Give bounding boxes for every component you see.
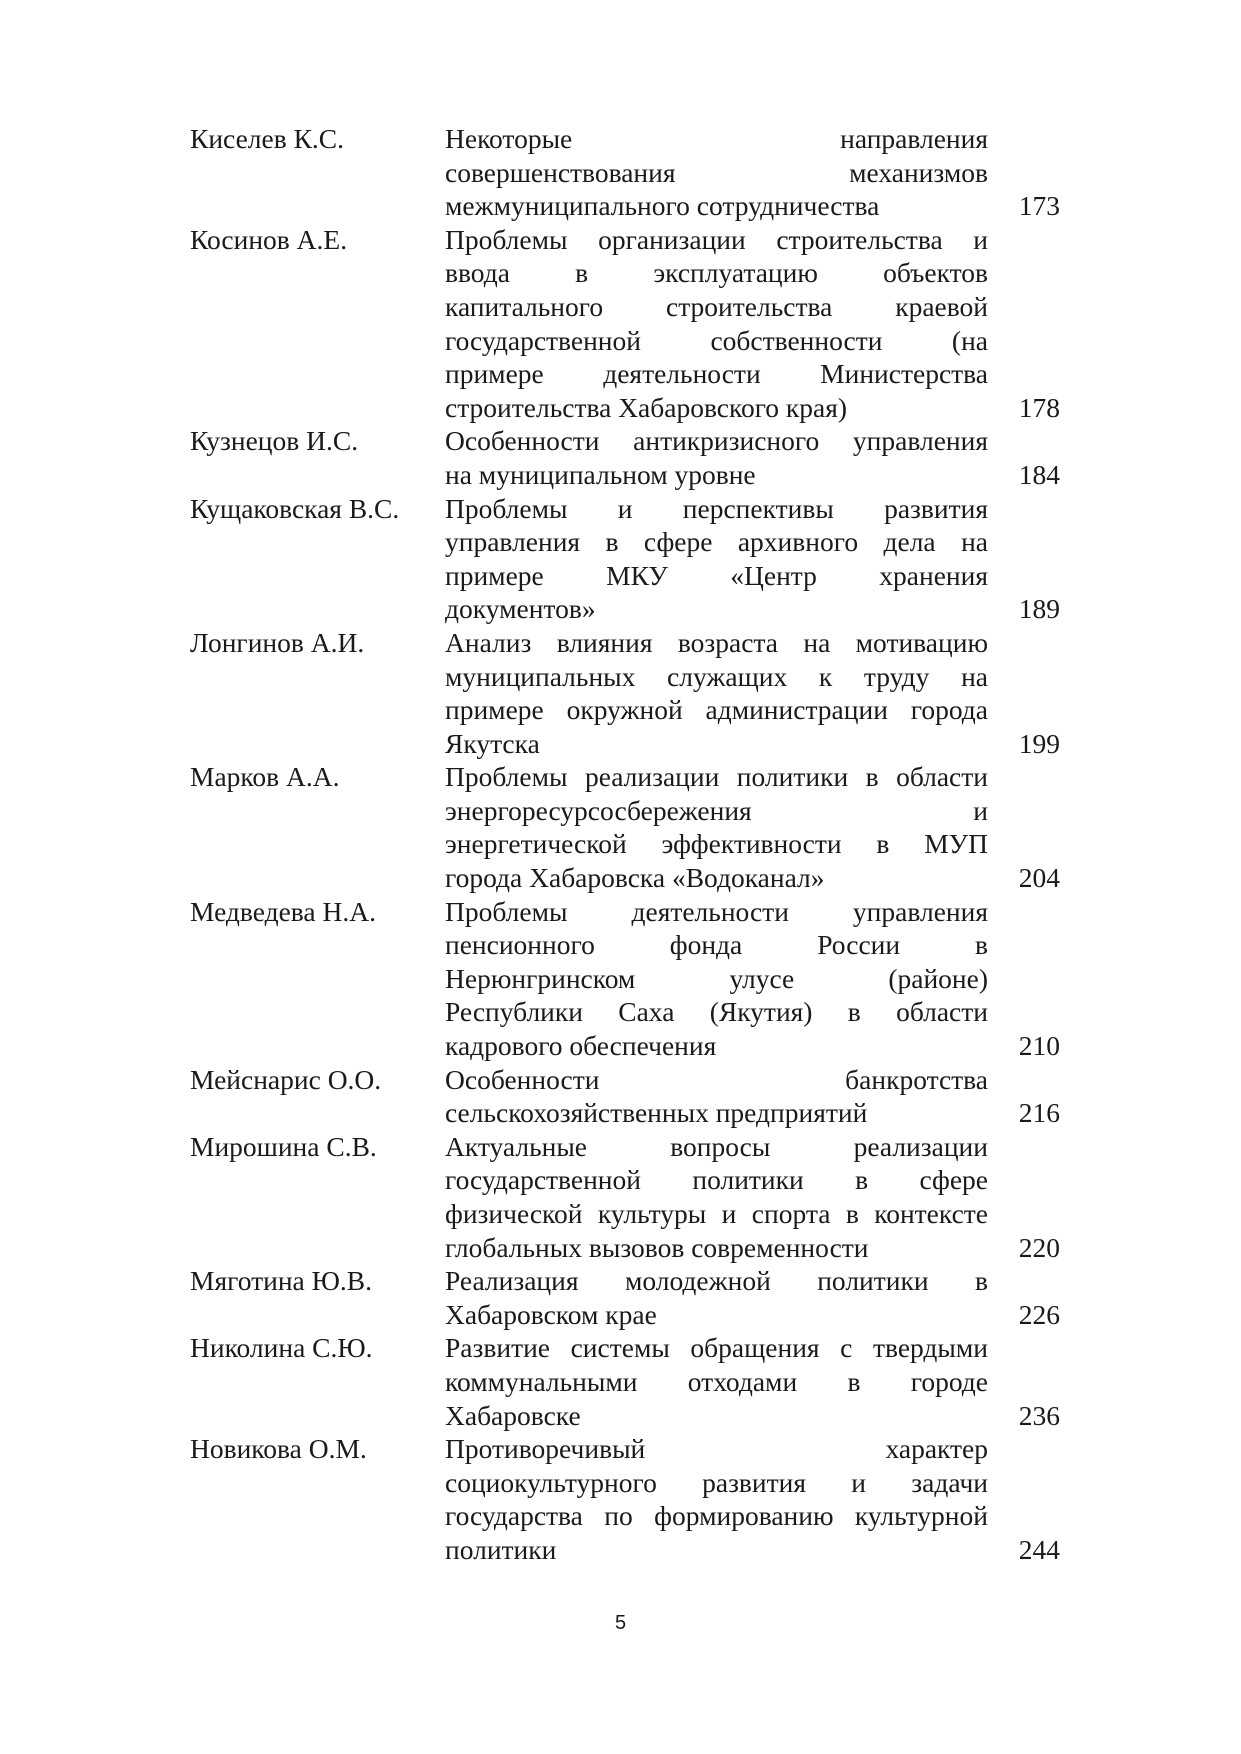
toc-entry-page: 236 bbox=[1018, 1399, 1060, 1431]
toc-entry bbox=[190, 760, 1060, 894]
toc-entry-title-line: Реализация молодежной политики в bbox=[445, 1265, 988, 1297]
toc-entry-author: Кущаковская В.С. bbox=[190, 492, 400, 524]
toc-entry-author: Мирошина С.В. bbox=[190, 1130, 377, 1162]
toc-entry-page: 216 bbox=[1018, 1097, 1060, 1129]
toc-entry-author: Новикова О.М. bbox=[190, 1433, 367, 1465]
toc-entry bbox=[190, 895, 1060, 1063]
toc-entry-page: 220 bbox=[1018, 1231, 1060, 1263]
toc-entry-title-line: города Хабаровска «Водоканал» bbox=[445, 862, 825, 894]
toc-entry bbox=[190, 1264, 1060, 1331]
toc-entry-author: Косинов А.Е. bbox=[190, 223, 348, 255]
toc-entry-title-line: энергоресурсосбережения и bbox=[445, 794, 988, 826]
toc-entry-title-line: документов» bbox=[445, 593, 596, 625]
toc-entry-page: 184 bbox=[1018, 458, 1060, 490]
toc-entry-page: 210 bbox=[1018, 1030, 1060, 1062]
toc-entry-page: 226 bbox=[1018, 1298, 1060, 1330]
toc-entry-title-line: политики bbox=[445, 1533, 557, 1565]
toc-entry bbox=[190, 122, 1060, 223]
toc-entry-title bbox=[445, 895, 988, 1063]
toc-entry bbox=[190, 1331, 1060, 1432]
toc-entry-title bbox=[445, 1130, 988, 1264]
toc-entry-page: 199 bbox=[1018, 727, 1060, 759]
toc-entry-title-line: Проблемы деятельности управления bbox=[445, 895, 988, 927]
toc-entry-title-line: муниципальных служащих к труду на bbox=[445, 660, 988, 692]
toc-entry bbox=[190, 492, 1060, 626]
toc-entry-title bbox=[445, 1432, 988, 1566]
toc-entry-title-line: управления в сфере архивного дела на bbox=[445, 526, 988, 558]
toc-entry-title-line: Анализ влияния возраста на мотивацию bbox=[445, 626, 988, 658]
toc-entry-author: Медведева Н.А. bbox=[190, 895, 376, 927]
toc-entry-page: 189 bbox=[1018, 593, 1060, 625]
toc-entry-page: 173 bbox=[1018, 190, 1060, 222]
toc-entry-title-line: Хабаровском крае bbox=[445, 1298, 657, 1330]
toc-entry-title-line: физической культуры и спорта в контексте bbox=[445, 1198, 988, 1229]
toc-entry bbox=[190, 626, 1060, 760]
toc-entry-title-line: социокультурного развития и задачи bbox=[445, 1466, 988, 1498]
toc-entry-title bbox=[445, 626, 988, 760]
page-number-footer: 5 bbox=[614, 1612, 627, 1634]
toc-entry-title-line: Республики Саха (Якутия) в области bbox=[445, 996, 988, 1028]
toc-entry-title-line: ввода в эксплуатацию объектов bbox=[445, 257, 988, 289]
toc-entry bbox=[190, 424, 1060, 491]
toc-entry-title-line: кадрового обеспечения bbox=[445, 1030, 717, 1062]
toc-entry-title-line: государства по формированию культурной bbox=[445, 1500, 988, 1532]
toc-entry-title-line: Якутска bbox=[445, 727, 540, 759]
toc-entry-page: 178 bbox=[1018, 391, 1060, 423]
toc-entry-title-line: строительства Хабаровского края) bbox=[445, 391, 848, 423]
toc-entry bbox=[190, 1432, 1060, 1566]
toc-entry-title-line: Актуальные вопросы реализации bbox=[445, 1130, 988, 1162]
toc-entry-author: Марков А.А. bbox=[190, 761, 340, 793]
toc-entry-title-line: примере МКУ «Центр хранения bbox=[445, 559, 988, 591]
toc-entry-title bbox=[445, 424, 988, 491]
toc-entry-title-line: межмуниципального сотрудничества bbox=[445, 190, 880, 222]
toc-entry-title-line: Развитие системы обращения с твердыми bbox=[445, 1332, 988, 1364]
toc-entry-title-line: капитального строительства краевой bbox=[445, 290, 988, 322]
toc-entry-page: 244 bbox=[1018, 1533, 1060, 1565]
toc-entry-title bbox=[445, 1331, 988, 1432]
toc-entry-title bbox=[445, 1063, 988, 1130]
toc-entry-author: Лонгинов А.И. bbox=[190, 626, 365, 658]
toc-entry-title bbox=[445, 760, 988, 894]
toc-entry-author: Киселев К.С. bbox=[190, 123, 345, 154]
toc-entry-title-line: государственной собственности (на bbox=[445, 324, 988, 356]
toc-entry-title-line: глобальных вызовов современности bbox=[445, 1231, 869, 1263]
toc-entry-title-line: Проблемы и перспективы развития bbox=[445, 492, 988, 524]
toc-entry-author: Мейснарис О.О. bbox=[190, 1063, 382, 1095]
toc-entry bbox=[190, 223, 1060, 425]
toc-entry-title-line: Противоречивый характер bbox=[445, 1433, 988, 1465]
toc-entry-title-line: энергетической эффективности в МУП bbox=[445, 828, 988, 860]
toc-entry-title-line: сельскохозяйственных предприятий bbox=[445, 1097, 868, 1129]
toc-entry-title bbox=[445, 1264, 988, 1331]
toc-entry-title-line: примере окружной администрации города bbox=[445, 694, 988, 726]
toc-entry-title-line: Особенности банкротства bbox=[445, 1063, 988, 1095]
toc-entry-title bbox=[445, 223, 988, 425]
toc-entry-title-line: Проблемы организации строительства и bbox=[445, 223, 988, 255]
toc-entry-title-line: совершенствования механизмов bbox=[445, 156, 988, 188]
toc-entry-title-line: государственной политики в сфере bbox=[445, 1164, 988, 1196]
toc-entry-title-line: Особенности антикризисного управления bbox=[445, 425, 988, 457]
toc-entry-title-line: Хабаровске bbox=[445, 1399, 581, 1431]
toc-entry-title-line: на муниципальном уровне bbox=[445, 458, 756, 490]
toc-entry-author: Кузнецов И.С. bbox=[190, 425, 359, 457]
toc-entry-page: 204 bbox=[1018, 862, 1060, 894]
toc-entry bbox=[190, 1130, 1060, 1264]
toc-entry-author: Николина С.Ю. bbox=[190, 1332, 373, 1364]
toc-entry-title-line: Проблемы реализации политики в области bbox=[445, 761, 988, 793]
toc-entry-title-line: Некоторые направления bbox=[445, 123, 988, 154]
toc-entry-title-line: коммунальными отходами в городе bbox=[445, 1365, 988, 1397]
table-of-contents bbox=[190, 122, 1060, 1567]
toc-entry-title bbox=[445, 492, 988, 626]
toc-entry-title-line: Нерюнгринском улусе (районе) bbox=[445, 962, 988, 994]
toc-entry-title-line: пенсионного фонда России в bbox=[445, 929, 988, 961]
toc-entry bbox=[190, 1063, 1060, 1130]
toc-entry-title-line: примере деятельности Министерства bbox=[445, 358, 988, 390]
toc-entry-author: Мяготина Ю.В. bbox=[190, 1265, 372, 1297]
toc-entry-title bbox=[445, 122, 988, 223]
